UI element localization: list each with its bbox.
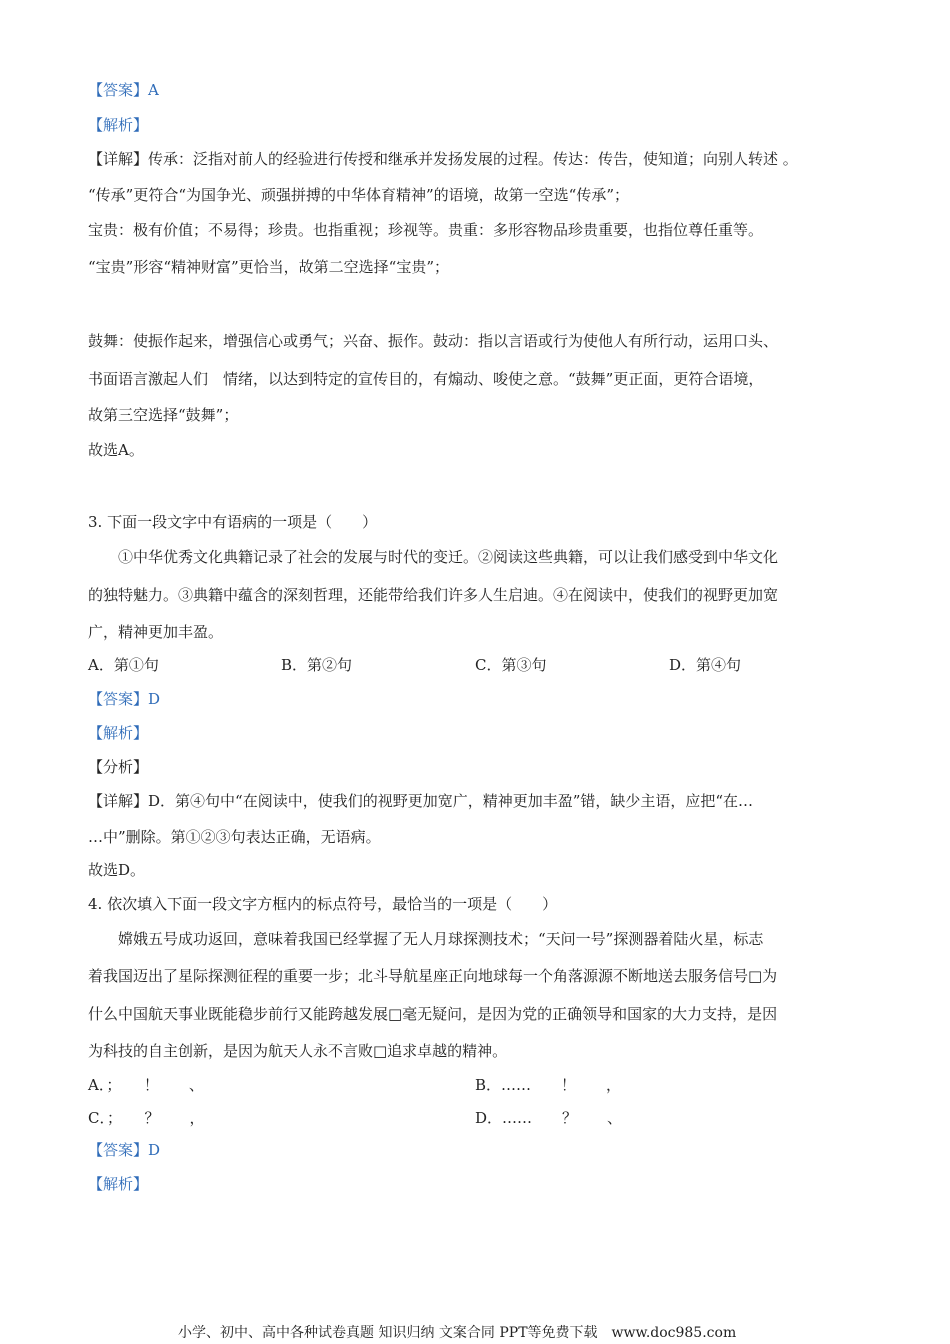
question-4-title: 4. 依次填入下面一段文字方框内的标点符号，最恰当的一项是（ ） — [88, 895, 558, 913]
question-3-title: 3. 下面一段文字中有语病的一项是（ ） — [88, 513, 378, 531]
detail-line: 宝贵：极有价值；不易得；珍贵。也指重视；珍视等。贵重：多形容物品珍贵重要，也指位尊任重等。 — [88, 221, 764, 239]
option-d: D．第④句 — [669, 656, 742, 674]
analysis-subhead: 【分析】 — [88, 758, 149, 776]
passage-line: 广，精神更加丰盈。 — [88, 623, 224, 641]
conclusion-line: 故选D。 — [88, 861, 146, 879]
analysis-label: 【解析】 — [88, 724, 149, 742]
passage-line: 什么中国航天事业既能稳步前行又能跨越发展□毫无疑问，是因为党的正确领导和国家的大力支持，是因 — [88, 1005, 778, 1023]
option-a: A．； ！ 、 — [88, 1076, 204, 1094]
analysis-label: 【解析】 — [88, 116, 149, 134]
answer-label: 【答案】D — [88, 690, 161, 708]
answer-label: 【答案】D — [88, 1141, 161, 1159]
detail-line: 书面语言激起人们 情绪，以达到特定的宣传目的，有煽动、唆使之意。“鼓舞”更正面，更符合语境， — [88, 370, 764, 388]
answer-text: 【答案】A — [88, 81, 159, 99]
passage-line: 的独特魅力。③典籍中蕴含的深刻哲理，还能带给我们许多人生启迪。④在阅读中，使我们的视野更加宽 — [88, 586, 779, 604]
page-footer[interactable]: 小学、初中、高中各种试卷真题 知识归纳 文案合同 PPT等免费下载 www.doc985.com — [178, 1325, 737, 1341]
option-b: B．第②句 — [281, 656, 353, 674]
option-c: C．第③句 — [475, 656, 547, 674]
option-c: C．； ？ ， — [88, 1109, 205, 1127]
detail-line: 【详解】D．第④句中“在阅读中，使我们的视野更加宽广，精神更加丰盈”错，缺少主语，应把“在… — [88, 792, 754, 810]
detail-line: 鼓舞：使振作起来，增强信心或勇气；兴奋、振作。鼓动：指以言语或行为使他人有所行动，运用口头、 — [88, 332, 779, 350]
option-d: D．…… ？ 、 — [475, 1109, 623, 1127]
answer-label — [88, 80, 159, 100]
detail-line: 【详解】传承：泛指对前人的经验进行传授和继承并发扬发展的过程。传达：传告，使知道；向别人转述 。 — [88, 150, 798, 168]
option-b: B．…… ！ ， — [475, 1076, 622, 1094]
detail-line: “宝贵”形容“精神财富”更恰当，故第二空选择“宝贵”； — [88, 258, 450, 276]
passage-line: ①中华优秀文化典籍记录了社会的发展与时代的变迁。②阅读这些典籍，可以让我们感受到中华文化 — [118, 548, 779, 566]
conclusion-line: 故选A。 — [88, 441, 144, 459]
option-a: A．第①句 — [88, 656, 159, 674]
passage-line: 嫦娥五号成功返回，意味着我国已经掌握了无人月球探测技术；“天问一号”探测器着陆火星，标志 — [118, 930, 764, 948]
detail-line: 故第三空选择“鼓舞”； — [88, 406, 239, 424]
analysis-label: 【解析】 — [88, 1175, 149, 1193]
passage-line: 为科技的自主创新，是因为航天人永不言败□追求卓越的精神。 — [88, 1042, 508, 1060]
passage-line: 着我国迈出了星际探测征程的重要一步；北斗导航星座正向地球每一个角落源源不断地送去服务信号□为 — [88, 967, 778, 985]
detail-line: “传承”更符合“为国争光、顽强拼搏的中华体育精神”的语境，故第一空选“传承”； — [88, 186, 630, 204]
detail-line: …中”删除。第①②③句表达正确，无语病。 — [88, 828, 381, 846]
